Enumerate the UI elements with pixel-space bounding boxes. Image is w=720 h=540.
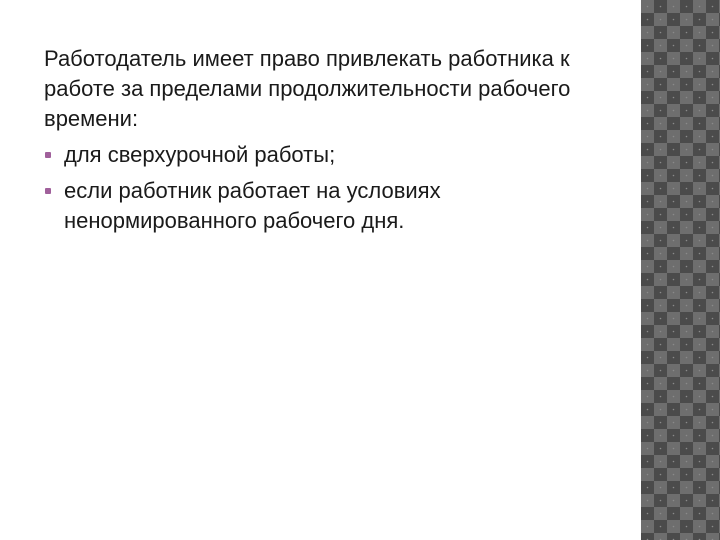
bullet-list bbox=[44, 140, 624, 236]
slide-content bbox=[44, 44, 624, 242]
bullet-item bbox=[44, 176, 624, 236]
decorative-side-panel bbox=[641, 0, 720, 540]
intro-text: Работодатель имеет право привлекать работника к работе за пределами продолжительности рабочего времени: bbox=[44, 46, 571, 131]
bullet-item bbox=[44, 140, 624, 170]
bullet-marker-icon bbox=[45, 152, 51, 158]
bullet-text: для сверхурочной работы; bbox=[64, 142, 336, 167]
bullet-marker-icon bbox=[45, 188, 51, 194]
diamond-pattern-icon bbox=[641, 0, 720, 540]
bullet-text: если работник работает на условиях ненормированного рабочего дня. bbox=[64, 178, 441, 233]
